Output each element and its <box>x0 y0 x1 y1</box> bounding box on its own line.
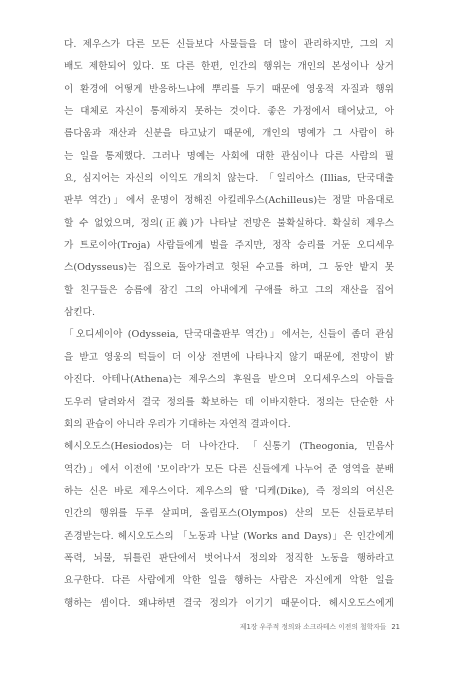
text-line: 하는 신은 바로 제우스이다. 제우스의 딸 '디케(Dike), 즉 정의의 여신은 <box>64 485 394 497</box>
text-line: 헤시오도스(Hesiodos)는 더 나아간다. 「신통기 (Theogonia, 민음사 <box>64 441 394 453</box>
text-line: 을 받고 영웅의 턱들이 더 이상 전면에 나타나지 않기 때문에, 전망이 밝 <box>64 351 394 363</box>
text-line: 판부 역간)」에서 운명이 정해진 아킬레우스(Achilleus)는 정말 마음대로 <box>64 195 394 207</box>
text-line: 는 대체로 자신이 통제하지 못하는 것이다. 좋은 가정에서 태어났고, 아 <box>64 106 394 118</box>
text-line: 인간의 행위를 두루 살피며, 올림포스(Olympos) 산의 모든 신들로부터 <box>64 508 394 520</box>
text-line: 다. 제우스가 다른 모든 신들보다 사물들을 더 많이 관리하지만, 그의 지 <box>64 39 394 50</box>
text-line: 는 일을 통제했다. 그러나 명예는 사회에 대한 관심이나 다른 사람의 필 <box>64 150 394 162</box>
text-line: 름다움과 재산과 신분을 타고났기 때문에, 개인의 명예가 그 사람이 하 <box>64 128 394 140</box>
text-line: 요구한다. 다른 사람에게 악한 일을 행하는 사람은 자신에게 악한 일을 <box>64 575 394 587</box>
page-number: 21 <box>391 623 400 631</box>
text-line: 배도 제한되어 있다. 또 다른 한편, 인간의 행위는 개인의 본성이나 상거 <box>64 61 394 73</box>
text-line: 역간)」에서 이전에 '모이라'가 모든 다른 신들에게 나누어 준 영역을 분배 <box>64 463 394 475</box>
paragraph-end-line: 삼킨다. <box>64 307 96 319</box>
text-line: 아진다. 아테나(Athena)는 제우스의 후원을 받으며 오디세우스의 아들을 <box>64 374 394 386</box>
chapter-running-head: 제1장 우주적 정의와 소크라테스 이전의 철학자들 <box>239 623 387 631</box>
text-line: 도우러 달려와서 결국 정의를 확보하는 데 이바지한다. 정의는 단순한 사 <box>64 396 394 408</box>
body-text <box>64 34 394 615</box>
text-line: 스(Odysseus)는 집으로 돌아가려고 헛된 수고를 하며, 그 동안 밭지 못 <box>64 262 394 274</box>
text-line: 요, 심지어는 자신의 이익도 개의치 않는다. 「일리아스 (Illias, 단국대출 <box>64 173 394 185</box>
text-line: 이 환경에 어떻게 반응하느냐에 뿌리를 두기 때문에 영웅적 자질과 행위 <box>64 83 394 95</box>
text-line: 「오디세이아 (Odysseia, 단국대출판부 역간)」에서는, 신들이 좀더 관심 <box>64 329 394 341</box>
page-footer <box>240 621 400 631</box>
text-line: 폭력, 뇌물, 뒤틀린 판단에서 벗어나서 정의와 정직한 노동을 행하라고 <box>64 552 394 564</box>
text-line: 할 수 없었으며, 정의(正義)가 나타날 전망은 불확실하다. 확실히 제우스 <box>64 217 394 229</box>
text-line: 할 친구들은 승름에 잠긴 그의 아내에게 구애를 하고 그의 재산을 집어 <box>64 284 394 296</box>
text-line: 가 트로이아(Troja) 사람들에게 벌을 주지만, 정작 승리를 거둔 오디세우 <box>64 240 394 252</box>
text-line: 존경받는다. 헤시오도스의 「노동과 나날 (Works and Days)」은 인간에게 <box>64 530 394 542</box>
paragraph-end-line: 회의 관습이 아니라 우리가 기대하는 자연적 결과이다. <box>64 418 291 430</box>
text-line: 행하는 셈이다. 왜냐하면 결국 정의가 이기기 때문이다. 헤시오도스에게 <box>64 597 394 609</box>
